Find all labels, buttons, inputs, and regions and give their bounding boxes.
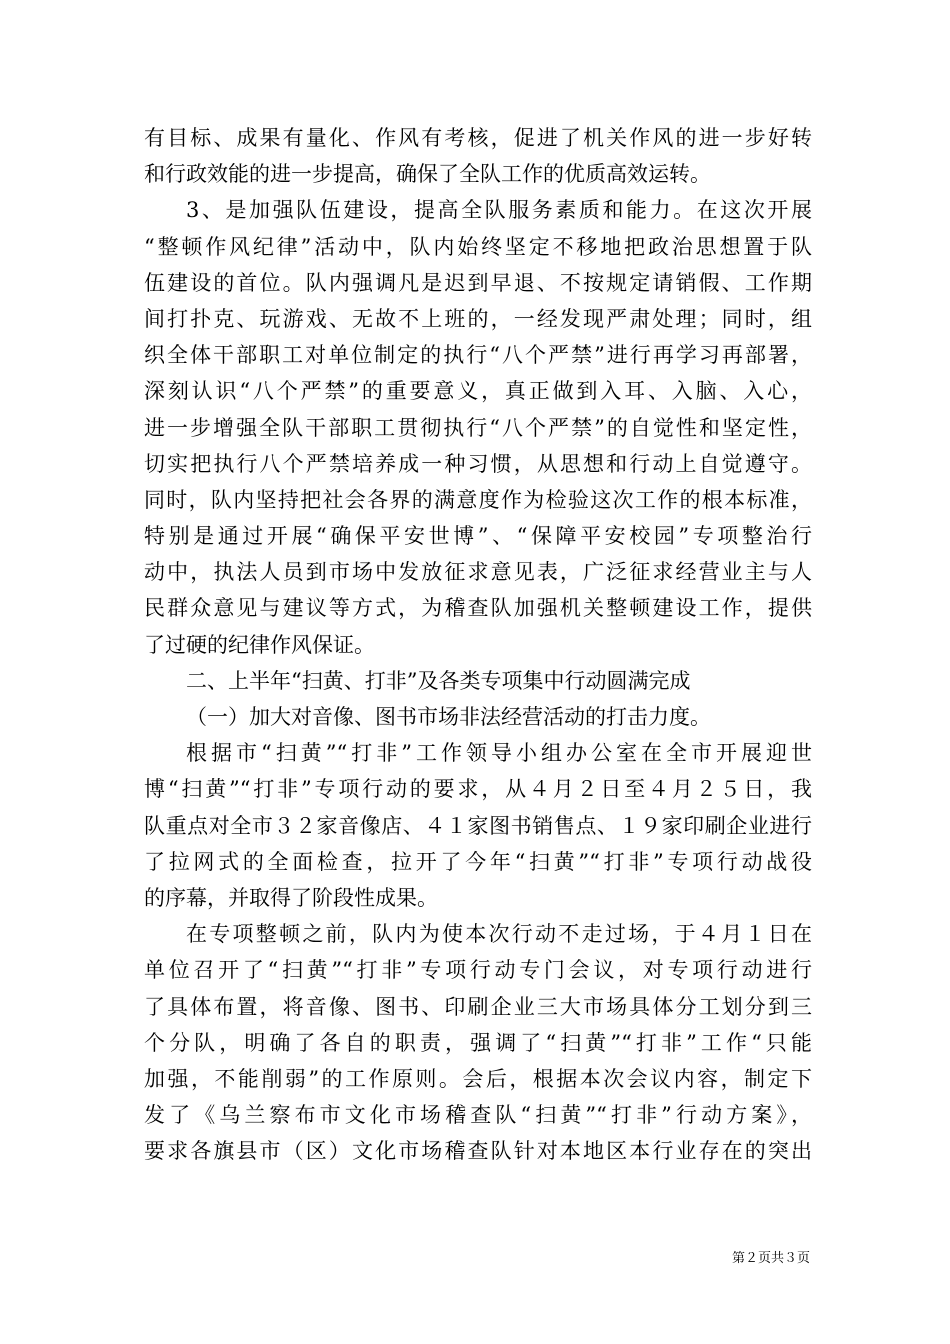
text-line: 加强，不能削弱”的工作原则。会后，根据本次会议内容，制定下	[144, 1066, 812, 1091]
text-line: 3、是加强队伍建设，提高全队服务素质和能力。在这次开展	[186, 198, 812, 223]
document-body	[144, 120, 812, 1169]
text-line: 民群众意见与建议等方式，为稽查队加强机关整顿建设工作，提供	[144, 596, 812, 621]
text-line: 根据市“扫黄”“打非”工作领导小组办公室在全市开展迎世	[186, 741, 812, 766]
text-line: 同时，队内坚持把社会各界的满意度作为检验这次工作的根本标准，	[144, 487, 812, 512]
text-line: 间打扑克、玩游戏、无故不上班的，一经发现严肃处理；同时，组	[144, 306, 812, 331]
text-line: “整顿作风纪律”活动中，队内始终坚定不移地把政治思想置于队	[144, 234, 812, 259]
text-line: 进一步增强全队干部职工贯彻执行“八个严禁”的自觉性和坚定性，	[144, 415, 812, 440]
text-line: 深刻认识“八个严禁”的重要意义，真正做到入耳、入脑、入心，	[144, 379, 812, 404]
subsection-heading: （一）加大对音像、图书市场非法经营活动的打击力度。	[186, 705, 711, 729]
text-line: 要求各旗县市（区）文化市场稽查队针对本地区本行业存在的突出	[144, 1139, 812, 1164]
text-line: 特别是通过开展“确保平安世博”、“保障平安校园”专项整治行	[144, 524, 812, 549]
text-line: 个分队，明确了各自的职责，强调了“扫黄”“打非”工作“只能	[144, 1030, 812, 1055]
text-line: 发了《乌兰察布市文化市场稽查队“扫黄”“打非”行动方案》，	[144, 1103, 812, 1128]
text-line: 织全体干部职工对单位制定的执行“八个严禁”进行再学习再部署，	[144, 343, 812, 368]
text-line: 有目标、成果有量化、作风有考核，促进了机关作风的进一步好转	[144, 126, 812, 150]
text-line: 在专项整顿之前，队内为使本次行动不走过场，于４月１日在	[186, 922, 812, 947]
text-line: 和行政效能的进一步提高，确保了全队工作的优质高效运转。	[144, 162, 711, 187]
text-line: 了过硬的纪律作风保证。	[144, 632, 375, 657]
text-line: 博“扫黄”“打非”专项行动的要求，从４月２日至４月２５日，我	[144, 777, 812, 802]
text-line: 单位召开了“扫黄”“打非”专项行动专门会议，对专项行动进行	[144, 958, 812, 983]
page-number: 第２页共３页	[731, 1251, 810, 1266]
text-line: 队重点对全市３２家音像店、４１家图书销售点、１９家印刷企业进行	[144, 813, 812, 838]
section-heading: 二、上半年“扫黄、打非”及各类专项集中行动圆满完成	[186, 668, 691, 693]
text-line: 切实把执行八个严禁培养成一种习惯，从思想和行动上自觉遵守。	[144, 451, 812, 476]
text-line: 伍建设的首位。队内强调凡是迟到早退、不按规定请销假、工作期	[144, 270, 812, 295]
text-line: 动中，执法人员到市场中发放征求意见表，广泛征求经营业主与人	[144, 560, 812, 585]
text-line: 的序幕，并取得了阶段性成果。	[144, 885, 438, 910]
text-line: 了具体布置，将音像、图书、印刷企业三大市场具体分工划分到三	[144, 994, 812, 1019]
text-line: 了拉网式的全面检查，拉开了今年“扫黄”“打非”专项行动战役	[144, 849, 812, 874]
